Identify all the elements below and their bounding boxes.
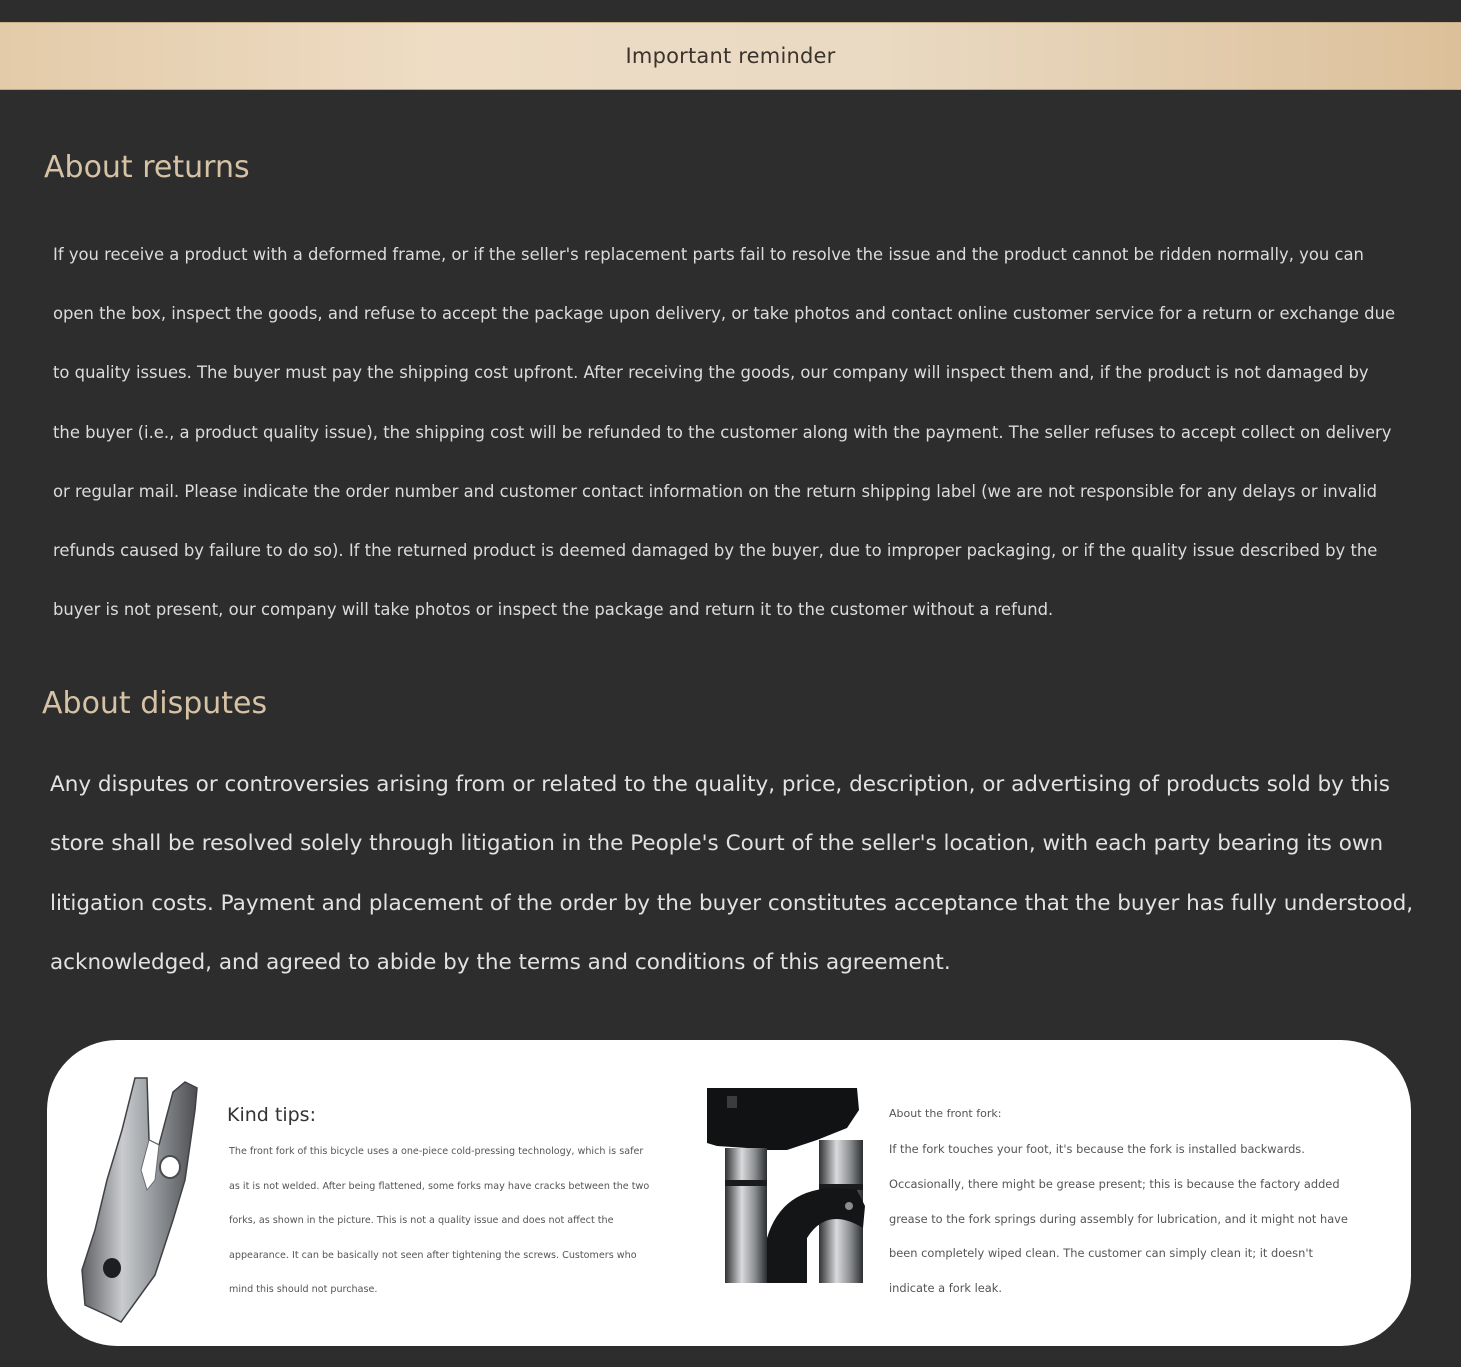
fork-crack-image	[77, 1070, 207, 1325]
returns-body: If you receive a product with a deformed frame, or if the seller's replacement parts fail to resolve the issue and the product cannot be ridden normally, you can open the box, inspect the goods, and refuse to accept the package upon delivery, or take photos and contact online customer service for a return or exchange due to quality issues. The buyer must pay the shipping cost upfront. After receiving the goods, our company will inspect them and, if the product is not damaged by the buyer (i.e., a product quality issue), the shipping cost will be refunded to the customer along with the payment. The seller refuses to accept collect on delivery or regular mail. Please indicate the order number and customer contact information on the return shipping label (we are not responsible for any delays or invalid refunds caused by failure to do so). If the returned product is deemed damaged by the buyer, due to improper packaging, or if the quality issue described by the buyer is not present, our company will take photos or inspect the package and return it to the customer without a refund.	[53, 245, 1396, 620]
tips-card	[47, 1040, 1411, 1346]
banner-title: Important reminder	[625, 44, 836, 68]
kind-tips-title: Kind tips:	[227, 1104, 316, 1126]
disputes-body: Any disputes or controversies arising from or related to the quality, price, description, or advertising of products sold by this store shall be resolved solely through litigation in the People's Court of the seller's location, with each party bearing its own litigation costs. Payment and placement of the order by the buyer constitutes acceptance that the buyer has fully understood, acknowledged, and agreed to abide by the terms and conditions of this agreement.	[50, 772, 1414, 975]
disputes-heading: About disputes	[42, 686, 268, 721]
front-fork-title: About the front fork:	[889, 1107, 1002, 1120]
reminder-banner	[0, 22, 1461, 90]
front-fork-image	[707, 1088, 887, 1283]
front-fork-body: If the fork touches your foot, it's because the fork is installed backwards. Occasionally, there might be grease present; this is because the factory added grease to the fork springs during assembly for lubrication, and it might not have been completely wiped clean. The customer can simply clean it; it doesn't indicate a fork leak.	[889, 1142, 1348, 1296]
returns-heading: About returns	[44, 150, 250, 185]
kind-tips-body: The front fork of this bicycle uses a one-piece cold-pressing technology, which is safer as it is not welded. After being flattened, some forks may have cracks between the two forks, as shown in the picture. This is not a quality issue and does not affect the appearance. It can be basically not seen after tightening the screws. Customers who mind this should not purchase.	[229, 1146, 650, 1295]
